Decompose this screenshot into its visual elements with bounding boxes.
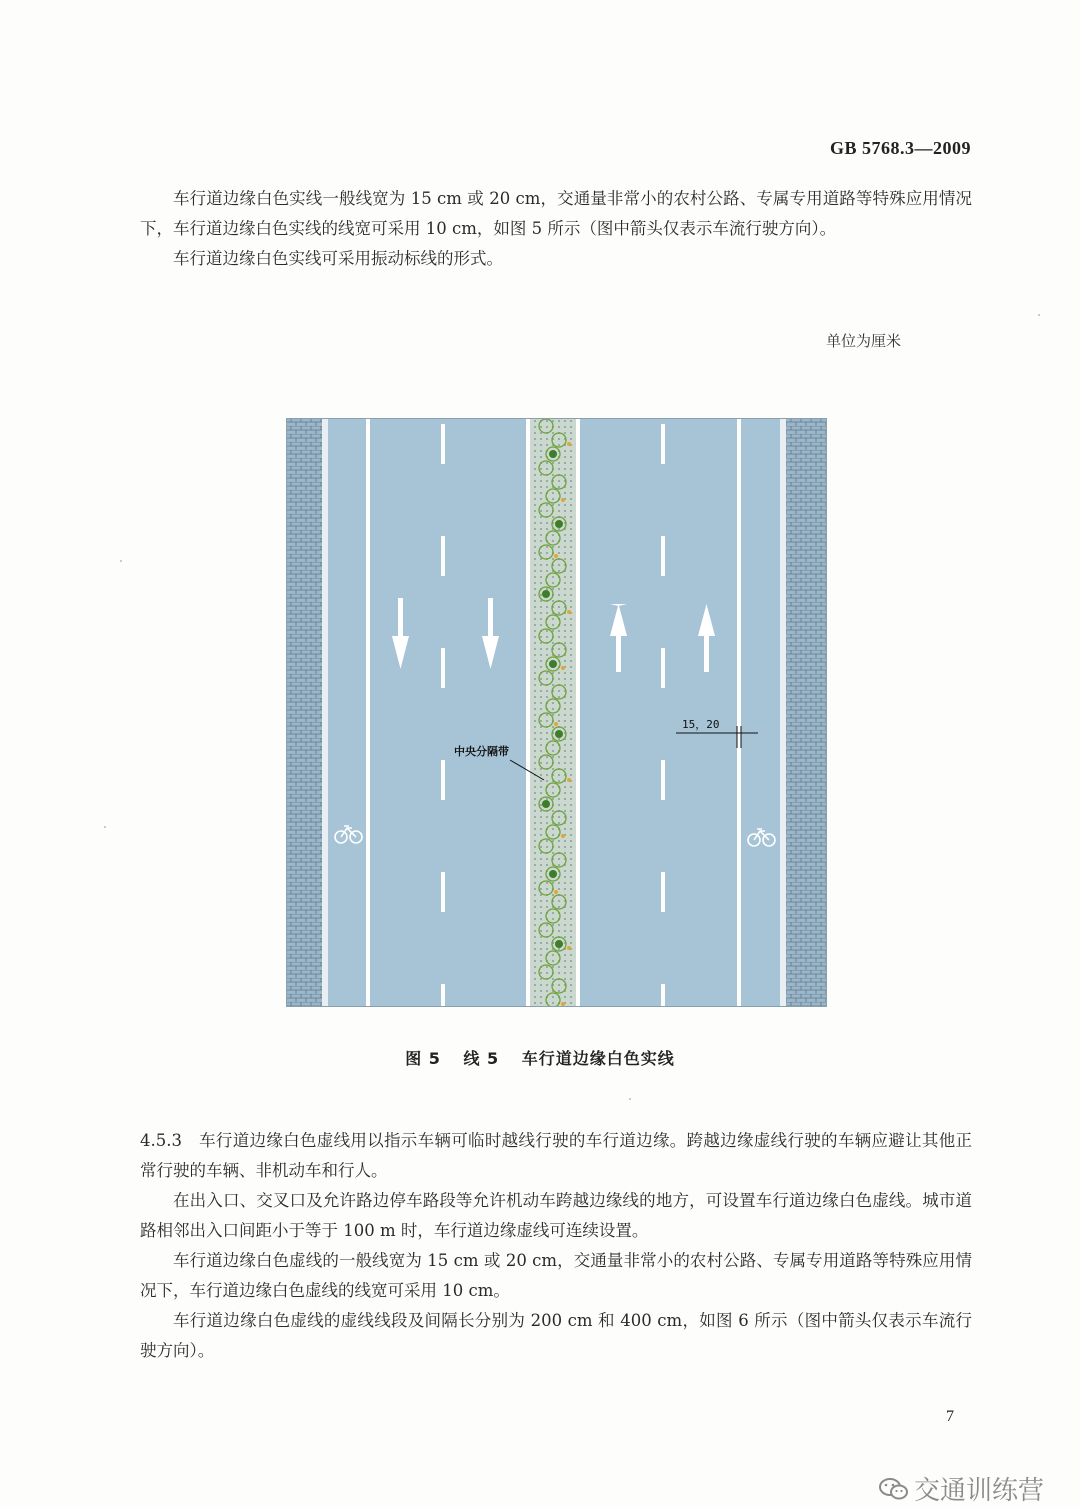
flower-icon	[567, 610, 571, 614]
paragraph-4-5-3: 4.5.3 车行道边缘白色虚线用以指示车辆可临时越线行驶的车行道边缘。跨越边缘虚线行驶的车辆应避让其他正常行驶的车辆、非机动车和行人。	[140, 1131, 972, 1180]
lane-dash	[441, 648, 445, 688]
watermark-text: 交通训练营	[914, 1476, 1045, 1506]
lane-dash	[441, 536, 445, 576]
flower-icon	[561, 498, 565, 502]
left-sidewalk	[286, 418, 322, 1007]
paragraph-vibration-marking: 车行道边缘白色实线可采用振动标线的形式。	[173, 249, 503, 268]
caption-line: 线 5	[463, 1049, 500, 1068]
flower-icon	[567, 442, 571, 446]
caption-title: 车行道边缘白色实线	[521, 1049, 675, 1068]
lane-dash	[661, 760, 665, 800]
wechat-icon	[878, 1477, 910, 1501]
scan-speck	[104, 826, 106, 828]
flower-icon	[554, 554, 558, 558]
flower-icon	[567, 946, 571, 950]
lane-dash	[441, 984, 445, 1007]
flower-icon	[561, 834, 565, 838]
flower-icon	[554, 722, 558, 726]
right-median-edge-line	[576, 418, 580, 1007]
lane-dash	[441, 872, 445, 912]
caption-number: 图 5	[405, 1049, 441, 1068]
left-curb	[322, 418, 328, 1007]
paragraph-edge-line-width: 车行道边缘白色实线一般线宽为 15 cm 或 20 cm，交通量非常小的农村公路、专属专用道路等特殊应用情况下，车行道边缘白色实线的线宽可采用 10 cm，如图 5 所示（图中箭头仅表示车流行驶方向）。	[140, 189, 972, 238]
lane-dash	[661, 872, 665, 912]
left-carriageway	[328, 418, 530, 1007]
figure-caption	[0, 1046, 1080, 1069]
lane-dash	[661, 648, 665, 688]
flower-icon	[567, 778, 571, 782]
flower-icon	[561, 666, 565, 670]
scan-speck	[629, 1098, 631, 1100]
right-carriageway	[576, 418, 786, 1007]
shrub-icon	[555, 940, 563, 948]
standard-code: GB 5768.3—2009	[830, 138, 972, 158]
shrub-icon	[549, 870, 557, 878]
shrub-icon	[555, 520, 563, 528]
figure-road-diagram	[286, 418, 827, 1007]
shrub-icon	[549, 450, 557, 458]
dimension-label: 15，20	[682, 718, 720, 731]
flower-icon	[554, 890, 558, 894]
median-label: 中央分隔带	[454, 745, 509, 758]
page-number: 7	[946, 1408, 954, 1425]
scan-speck	[120, 560, 122, 562]
shrub-icon	[542, 590, 550, 598]
lane-dash	[441, 424, 445, 464]
scan-speck	[1038, 314, 1040, 316]
flower-icon	[561, 1002, 565, 1006]
lane-dash	[661, 984, 665, 1007]
paragraph-dash-length: 车行道边缘白色虚线的虚线线段及间隔长分别为 200 cm 和 400 cm，如图 6 所示（图中箭头仅表示车流行驶方向）。	[140, 1311, 972, 1360]
right-sidewalk	[786, 418, 827, 1007]
right-curb	[780, 418, 786, 1007]
unit-note: 单位为厘米	[826, 332, 902, 350]
left-median-edge-line	[526, 418, 530, 1007]
lane-dash	[661, 424, 665, 464]
shrub-icon	[555, 730, 563, 738]
lane-dash	[441, 760, 445, 800]
paragraph-entrance-exit: 在出入口、交叉口及允许路边停车路段等允许机动车跨越边缘线的地方，可设置车行道边缘白色虚线。城市道路相邻出入口间距小于等于 100 m 时，车行道边缘虚线可连续设置。	[140, 1191, 972, 1240]
paragraph-dashed-width: 车行道边缘白色虚线的一般线宽为 15 cm 或 20 cm，交通量非常小的农村公路、专属专用道路等特殊应用情况下，车行道边缘白色虚线的线宽可采用 10 cm。	[140, 1251, 972, 1300]
right-edge-solid-line	[737, 418, 741, 1007]
watermark	[878, 1470, 1044, 1507]
shrub-icon	[542, 800, 550, 808]
shrub-icon	[549, 660, 557, 668]
lane-dash	[661, 536, 665, 576]
left-edge-solid-line	[366, 418, 370, 1007]
road-diagram-svg	[286, 418, 827, 1007]
